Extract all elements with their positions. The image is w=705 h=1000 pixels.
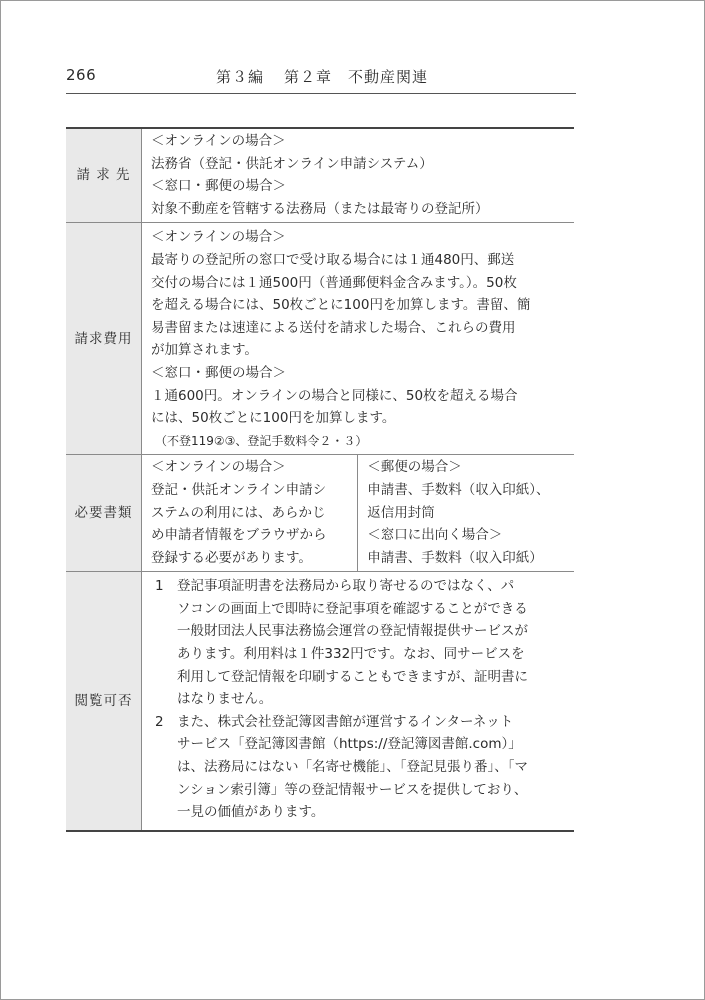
text-line: はなりません。 [177,691,273,708]
row-viewing [66,572,574,831]
part-label: 第３編 [216,68,265,86]
fee-content [142,223,575,455]
text-line: 申請書、手数料（収入印紙）、 [367,481,550,498]
text-line: 登録する必要があります。 [151,549,312,566]
list-item [151,711,566,824]
text-line: あります。利用料は１件332円です。なお、同サービスを [177,646,525,663]
text-line: ＜オンラインの場合＞ [151,459,286,476]
row-documents [66,455,574,572]
chapter-title [216,66,428,87]
text-line: を超える場合には、50枚ごとに100円を加算します。書留、簡 [151,297,531,314]
row-destination [66,128,574,223]
text-line: ソコンの画面上で即時に登記事項を確認することができる [177,600,528,617]
text-line: 登記事項証明書を法務局から取り寄せるのではなく、パ [177,578,515,595]
text-line: ＜オンラインの場合＞ [151,133,286,149]
text-line: ＜窓口に出向く場合＞ [367,527,503,544]
list-item [151,575,566,711]
text-line: 一見の価値があります。 [177,804,325,821]
text-line: 易書留または速達による送付を請求した場合、これらの費用 [151,319,516,336]
text-line: 法務省（登記・供託オンライン申請システム） [151,155,433,172]
text-line: が加算されます。 [151,342,258,359]
text-line: ＜窓口・郵便の場合＞ [151,364,286,381]
page-number: 266 [66,66,97,84]
text-line: ンション索引簿」等の登記情報サービスを提供しており、 [177,781,528,798]
text-line: 最寄りの登記所の窓口で受け取る場合には１通480円、郵送 [151,251,515,268]
documents-online [142,455,358,572]
text-line: ＜オンラインの場合＞ [151,229,286,246]
info-table [66,127,574,832]
text-line: には、50枚ごとに100円を加算します。 [151,410,396,427]
row-label-fee: 請求費用 [66,223,142,455]
item-number: 1 [155,578,164,595]
row-label-documents: 必要書類 [66,455,142,572]
text-line: 登記・供託オンライン申請シ [151,481,327,498]
chapter-label: 第２章 不動産関連 [284,68,429,86]
viewing-content [142,572,575,831]
text-line: ステムの利用には、あらかじ [151,504,326,521]
running-header [66,62,576,92]
text-line: 一般財団法人民事法務協会運営の登記情報提供サービスが [177,623,528,640]
documents-mail-counter [358,455,574,572]
text-line: 申請書、手数料（収入印紙） [367,549,543,566]
row-label-viewing: 閲覧可否 [66,572,142,831]
item-number: 2 [155,713,164,730]
text-line: 利用して登記情報を印刷することもできますが、証明書に [177,668,528,685]
text-line: 対象不動産を管轄する法務局（または最寄りの登記所） [151,200,489,217]
row-fee [66,223,574,455]
text-line: 返信用封筒 [367,504,435,521]
text-line: サービス「登記簿図書館（https://登記簿図書館.com）」 [177,736,522,753]
text-line: １通600円。オンラインの場合と同様に、50枚を超える場合 [151,387,518,404]
destination-content [142,128,575,223]
text-line: め申請者情報をブラウザから [151,527,327,544]
text-line: 交付の場合には１通500円（普通郵便料金含みます。）。50枚 [151,274,517,291]
text-line: また、株式会社登記簿図書館が運営するインターネット [177,713,514,730]
text-line: ＜郵便の場合＞ [367,459,462,476]
legal-reference-note: （不登119②③、登記手数料令２・３） [155,433,368,448]
text-line: ＜窓口・郵便の場合＞ [151,178,286,195]
header-rule [66,93,576,94]
text-line: は、法務局にはない「名寄せ機能」、「登記見張り番」、「マ [177,759,528,776]
row-label-destination: 請 求 先 [66,128,142,223]
